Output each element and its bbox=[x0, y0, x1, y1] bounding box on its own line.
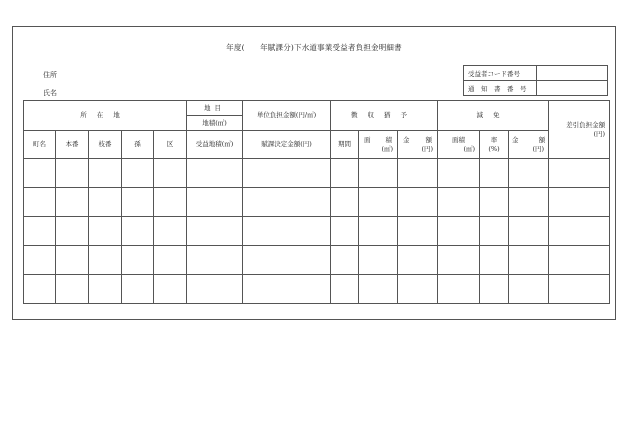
table-cell[interactable] bbox=[359, 275, 398, 304]
unit-price-header: 単位負担金額(円/㎡) bbox=[243, 101, 331, 131]
beneficiary-code-label: 受益者コード番号 bbox=[464, 66, 537, 81]
table-cell[interactable] bbox=[509, 246, 549, 275]
table-cell[interactable] bbox=[243, 275, 331, 304]
table-cell[interactable] bbox=[24, 217, 56, 246]
table-cell[interactable] bbox=[359, 188, 398, 217]
table-cell[interactable] bbox=[56, 188, 89, 217]
statement-form bbox=[12, 26, 616, 320]
table-cell[interactable] bbox=[24, 159, 56, 188]
table-cell[interactable] bbox=[480, 275, 509, 304]
table-cell[interactable] bbox=[122, 275, 154, 304]
table-cell[interactable] bbox=[89, 159, 122, 188]
table-cell[interactable] bbox=[56, 159, 89, 188]
table-cell[interactable] bbox=[509, 188, 549, 217]
table-cell[interactable] bbox=[480, 246, 509, 275]
table-cell[interactable] bbox=[187, 246, 243, 275]
benefit-area-header: 受益地積(㎡) bbox=[187, 131, 243, 159]
notice-number-label: 通 知 書 番 号 bbox=[464, 81, 537, 96]
table-cell[interactable] bbox=[154, 275, 187, 304]
exemption-area-header: 面積 (㎡) bbox=[438, 131, 480, 159]
table-cell[interactable] bbox=[331, 188, 359, 217]
table-cell[interactable] bbox=[154, 217, 187, 246]
net-amount-header: 差引負担金額 (円) bbox=[549, 101, 610, 159]
deferral-amount-header: 金 額 (円) bbox=[398, 131, 438, 159]
table-cell[interactable] bbox=[56, 246, 89, 275]
table-row bbox=[24, 217, 610, 246]
table-cell[interactable] bbox=[89, 275, 122, 304]
table-cell[interactable] bbox=[331, 159, 359, 188]
table-cell[interactable] bbox=[122, 188, 154, 217]
table-cell[interactable] bbox=[480, 188, 509, 217]
table-cell[interactable] bbox=[398, 275, 438, 304]
period-header: 期間 bbox=[331, 131, 359, 159]
exemption-rate-header: 率 (%) bbox=[480, 131, 509, 159]
table-cell[interactable] bbox=[154, 188, 187, 217]
table-cell[interactable] bbox=[243, 217, 331, 246]
table-cell[interactable] bbox=[509, 217, 549, 246]
table-cell[interactable] bbox=[187, 188, 243, 217]
table-cell[interactable] bbox=[56, 275, 89, 304]
table-cell[interactable] bbox=[154, 159, 187, 188]
table-cell[interactable] bbox=[398, 188, 438, 217]
branch-number-header: 枝番 bbox=[89, 131, 122, 159]
table-cell[interactable] bbox=[359, 246, 398, 275]
table-cell[interactable] bbox=[331, 217, 359, 246]
sub-number-header: 孫 bbox=[122, 131, 154, 159]
table-cell[interactable] bbox=[243, 188, 331, 217]
table-cell[interactable] bbox=[122, 159, 154, 188]
table-cell[interactable] bbox=[438, 275, 480, 304]
table-cell[interactable] bbox=[359, 217, 398, 246]
table-cell[interactable] bbox=[89, 246, 122, 275]
table-cell[interactable] bbox=[187, 275, 243, 304]
table-cell[interactable] bbox=[56, 217, 89, 246]
lot-header: 地目 bbox=[187, 101, 243, 116]
table-cell[interactable] bbox=[243, 159, 331, 188]
table-cell[interactable] bbox=[509, 159, 549, 188]
table-cell[interactable] bbox=[398, 217, 438, 246]
table-cell[interactable] bbox=[154, 246, 187, 275]
table-cell[interactable] bbox=[24, 246, 56, 275]
code-box bbox=[463, 65, 608, 96]
location-group-header: 所在地 bbox=[24, 101, 187, 131]
main-number-header: 本番 bbox=[56, 131, 89, 159]
deferral-group-header: 徴収猶予 bbox=[331, 101, 438, 131]
deferral-area-header: 面 積 (㎡) bbox=[359, 131, 398, 159]
table-cell[interactable] bbox=[509, 275, 549, 304]
name-label: 氏名 bbox=[43, 89, 57, 97]
town-header: 町名 bbox=[24, 131, 56, 159]
notice-number-field[interactable] bbox=[537, 81, 608, 96]
table-row bbox=[24, 275, 610, 304]
table-cell[interactable] bbox=[24, 188, 56, 217]
exemption-group-header: 減免 bbox=[438, 101, 549, 131]
table-cell[interactable] bbox=[480, 217, 509, 246]
table-cell[interactable] bbox=[480, 159, 509, 188]
table-cell[interactable] bbox=[549, 159, 610, 188]
table-cell[interactable] bbox=[398, 159, 438, 188]
beneficiary-code-field[interactable] bbox=[537, 66, 608, 81]
table-cell[interactable] bbox=[549, 188, 610, 217]
table-cell[interactable] bbox=[122, 246, 154, 275]
table-cell[interactable] bbox=[122, 217, 154, 246]
table-cell[interactable] bbox=[24, 275, 56, 304]
table-cell[interactable] bbox=[331, 246, 359, 275]
table-cell[interactable] bbox=[243, 246, 331, 275]
address-label: 住所 bbox=[43, 71, 57, 79]
table-cell[interactable] bbox=[549, 275, 610, 304]
table-cell[interactable] bbox=[438, 188, 480, 217]
exemption-amount-header: 金 額 (円) bbox=[509, 131, 549, 159]
table-cell[interactable] bbox=[187, 217, 243, 246]
table-cell[interactable] bbox=[89, 188, 122, 217]
assessment-amount-header: 賦課決定金額(円) bbox=[243, 131, 331, 159]
ward-header: 区 bbox=[154, 131, 187, 159]
table-row bbox=[24, 246, 610, 275]
table-row bbox=[24, 188, 610, 217]
table-cell[interactable] bbox=[331, 275, 359, 304]
table-cell[interactable] bbox=[438, 217, 480, 246]
table-cell[interactable] bbox=[549, 217, 610, 246]
table-cell[interactable] bbox=[438, 246, 480, 275]
table-cell[interactable] bbox=[359, 159, 398, 188]
table-cell[interactable] bbox=[438, 159, 480, 188]
table-cell[interactable] bbox=[549, 246, 610, 275]
form-title: 年度( 年賦課分)下水道事業受益者負担金明細書 bbox=[226, 43, 402, 52]
land-area-header: 地積(㎡) bbox=[187, 116, 243, 131]
table-cell[interactable] bbox=[89, 217, 122, 246]
table-cell[interactable] bbox=[398, 246, 438, 275]
table-row bbox=[24, 159, 610, 188]
table-cell[interactable] bbox=[187, 159, 243, 188]
detail-table bbox=[23, 100, 610, 304]
